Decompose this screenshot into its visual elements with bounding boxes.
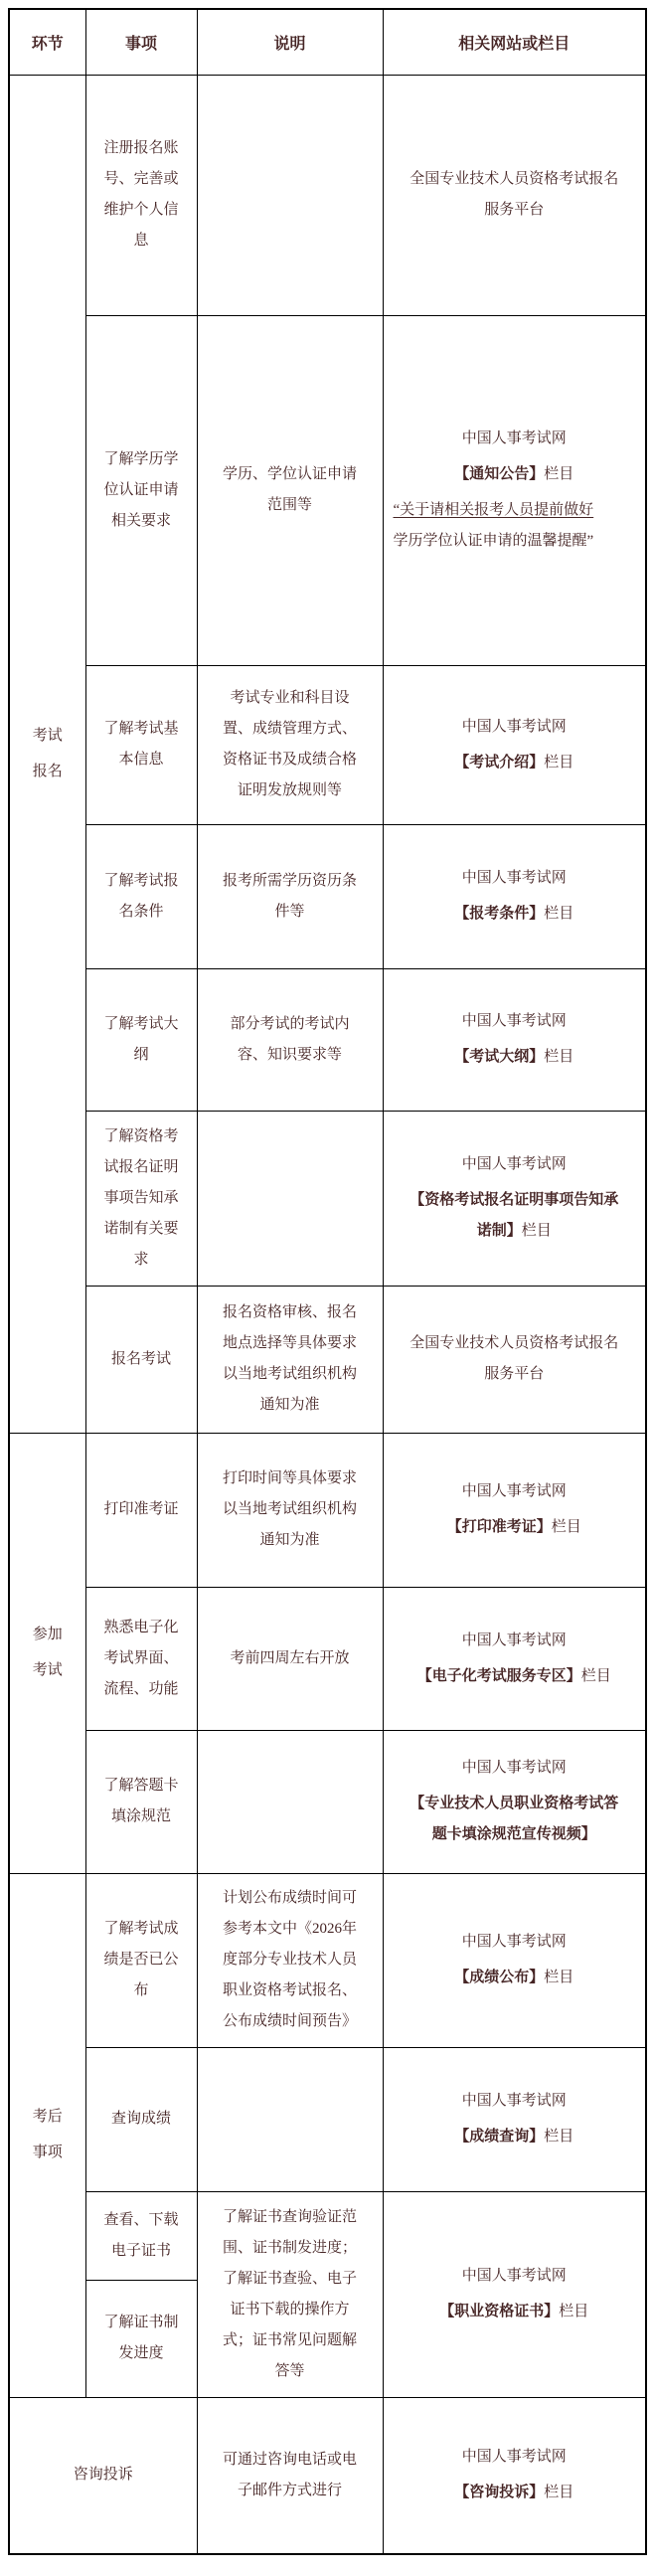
text-segment: 【资格考试报名证明事项告知承 [409, 1192, 619, 1208]
text-segment: 了解证书查询验证范 [222, 2208, 357, 2225]
desc-notification-commitment [197, 1111, 383, 1286]
item-exam-basic-info [85, 665, 197, 824]
text-segment: 中国人事考试网 [461, 718, 567, 735]
text-line [394, 1006, 636, 1037]
text-segment: 部分考试的考试内 [230, 1015, 350, 1032]
text-segment: 打印时间等具体要求 [222, 1470, 357, 1486]
item-view-download-certificate [85, 2191, 197, 2280]
desc-degree-certification [197, 315, 383, 665]
desc-exam-outline [197, 968, 383, 1111]
table-row [9, 1587, 646, 1730]
table-row [9, 1433, 646, 1587]
text-segment: 参加 [32, 1627, 63, 1642]
text-segment: 栏目 [521, 1223, 552, 1239]
text-segment: 栏目 [544, 1049, 574, 1065]
text-line [96, 1494, 187, 1525]
desc-electronic-exam [197, 1587, 383, 1730]
text-segment: 绩是否已公 [103, 1952, 179, 1968]
item-degree-certification [85, 315, 197, 665]
column-header: 环节 [9, 9, 85, 75]
text-line [20, 1620, 76, 1650]
text-segment: 置、成绩管理方式、 [222, 721, 357, 737]
text-segment: 【通知公告】 [454, 466, 545, 482]
text-line [96, 133, 187, 257]
text-segment: 【咨询投诉】 [454, 2485, 545, 2501]
text-line [96, 444, 187, 537]
site-query-score [383, 2047, 646, 2191]
text-segment: 式；证书常见问题解 [222, 2331, 357, 2348]
text-segment: 求 [133, 1251, 149, 1268]
text-line [208, 866, 373, 928]
text-line [394, 1149, 636, 1180]
site-notification-commitment [383, 1111, 646, 1286]
text-segment: 了解考试基 [103, 721, 179, 737]
item-score-published [85, 1873, 197, 2047]
text-line [208, 2202, 373, 2387]
text-line [96, 866, 187, 928]
text-segment: 通知为准 [259, 1532, 320, 1548]
text-segment: 围、证书制发进度； [222, 2239, 357, 2256]
text-segment: 打印准考证 [103, 1501, 179, 1517]
text-line [96, 2308, 187, 2369]
text-segment: 考后 [32, 2109, 63, 2125]
text-segment: 【考试介绍】 [454, 754, 545, 771]
text-segment: 中国人事考试网 [461, 1013, 567, 1029]
text-line [20, 2460, 187, 2490]
item-query-score [85, 2047, 197, 2191]
text-line [394, 1661, 636, 1692]
table-header [9, 9, 646, 75]
table-row [9, 1111, 646, 1286]
table-row [9, 1730, 646, 1873]
text-line [394, 712, 636, 743]
text-segment: 布 [133, 1982, 149, 1998]
text-segment: 证书下载的操作方 [230, 2301, 350, 2318]
text-segment: 公布成绩时间预告》 [222, 2013, 357, 2029]
text-segment: 中国人事考试网 [461, 2093, 567, 2109]
table-body [9, 75, 646, 2554]
item-notification-commitment [85, 1111, 197, 1286]
table-row [9, 824, 646, 968]
text-line [208, 1009, 373, 1071]
text-segment: 事项告知承 [103, 1189, 179, 1206]
text-line [394, 863, 636, 894]
text-segment: 报名资格审核、报名 [222, 1304, 357, 1320]
text-line [96, 2205, 187, 2267]
column-header: 说明 [197, 9, 383, 75]
text-line [394, 1185, 636, 1247]
process-table [8, 8, 647, 2555]
text-line [394, 2261, 636, 2292]
text-line [394, 2297, 636, 2327]
site-answer-sheet-rules [383, 1730, 646, 1873]
text-segment: 试报名证明 [103, 1158, 179, 1175]
text-segment: 中国人事考试网 [461, 2268, 567, 2284]
table-row [9, 315, 646, 665]
text-segment: 查询成绩 [110, 2111, 171, 2127]
site-register-account [383, 75, 646, 315]
text-segment: 【打印准考证】 [446, 1519, 552, 1535]
text-line [394, 1753, 636, 1784]
desc-query-score [197, 2047, 383, 2191]
text-line [208, 1643, 373, 1674]
text-segment: 中国人事考试网 [461, 430, 567, 446]
item-registration-conditions [85, 824, 197, 968]
table-row [9, 968, 646, 1111]
text-segment: 查看、下载 [103, 2211, 179, 2228]
text-segment: 位认证申请 [103, 481, 179, 498]
text-segment: 【成绩公布】 [454, 1970, 545, 1985]
text-line [96, 1771, 187, 1832]
column-header: 事项 [85, 9, 197, 75]
text-segment: 资格证书及成绩合格 [222, 752, 357, 768]
text-line [96, 1344, 187, 1375]
text-line [394, 424, 636, 454]
site-score-published [383, 1873, 646, 2047]
text-segment: 纲 [133, 1046, 149, 1063]
text-segment: 电子证书 [110, 2242, 171, 2259]
text-segment: 栏目 [559, 2304, 589, 2319]
text-segment: 报名 [32, 763, 63, 779]
column-header: 相关网站或栏目 [383, 9, 646, 75]
text-line [394, 2122, 636, 2152]
text-segment: 相关要求 [110, 512, 171, 529]
desc-certificate [197, 2191, 383, 2397]
text-line [394, 899, 636, 930]
text-segment: 中国人事考试网 [461, 1934, 567, 1950]
text-segment: 了解证书查验、电子 [222, 2270, 357, 2287]
link-text[interactable]: 学历学位认证申请的温馨提醒” [393, 533, 594, 549]
stage-post-exam [9, 1873, 85, 2397]
text-segment: 栏目 [544, 1970, 574, 1985]
desc-answer-sheet-rules [197, 1730, 383, 1873]
text-segment: 全国专业技术人员资格考试报名 [409, 1335, 619, 1351]
text-segment: 诺制有关要 [103, 1220, 179, 1237]
text-line [96, 714, 187, 775]
site-exam-outline [383, 968, 646, 1111]
desc-registration-conditions [197, 824, 383, 968]
text-line [96, 1914, 187, 2006]
text-segment: 【考试大纲】 [454, 1049, 545, 1065]
text-segment: 度部分专业技术人员 [222, 1952, 357, 1968]
text-line [394, 2478, 636, 2508]
text-segment: 考试专业和科目设 [230, 690, 350, 706]
text-segment: 学历、学位认证申请 [222, 466, 357, 482]
text-segment: 中国人事考试网 [461, 1483, 567, 1499]
table-row [9, 75, 646, 315]
text-line [208, 2445, 373, 2506]
desc-exam-basic-info [197, 665, 383, 824]
site-degree-certification [383, 315, 646, 665]
text-segment: 可通过咨询电话或电 [222, 2451, 357, 2468]
text-segment: 了解考试大 [103, 1015, 179, 1032]
text-segment: 件等 [274, 903, 305, 920]
text-line [208, 683, 373, 806]
text-segment: 全国专业技术人员资格考试报名 [409, 171, 619, 187]
text-line [96, 1613, 187, 1705]
text-line [20, 2102, 76, 2133]
text-segment: 栏目 [544, 466, 574, 482]
text-segment: 参考本文中《2026年 [222, 1921, 357, 1937]
text-line [394, 164, 636, 226]
stage-exam-registration [9, 75, 85, 1433]
table-row [9, 665, 646, 824]
text-segment: 【报考条件】 [454, 906, 545, 922]
text-segment: 通知为准 [259, 1397, 320, 1413]
site-certificate [383, 2191, 646, 2397]
text-segment: 报名考试 [110, 1350, 171, 1367]
site-exam-basic-info [383, 665, 646, 824]
text-line [20, 1655, 76, 1686]
text-line [394, 1476, 636, 1507]
text-segment: 【电子化考试服务专区】 [416, 1667, 581, 1684]
item-electronic-exam [85, 1587, 197, 1730]
text-segment: 范围等 [266, 497, 312, 513]
text-segment: 号、完善或 [103, 171, 179, 187]
site-registration-conditions [383, 824, 646, 968]
text-line [394, 2086, 636, 2117]
stage-take-exam [9, 1433, 85, 1873]
text-segment: 了解资格考 [103, 1127, 179, 1144]
text-segment: 答等 [274, 2362, 305, 2379]
text-segment: 证明发放规则等 [237, 782, 342, 798]
text-segment: 以当地考试组织机构 [222, 1501, 357, 1517]
site-electronic-exam [383, 1587, 646, 1730]
text-line [208, 1463, 373, 1556]
text-segment: 了解证书制 [103, 2315, 179, 2330]
text-segment: 子邮件方式进行 [237, 2482, 342, 2498]
text-segment: 职业资格考试报名、 [222, 1982, 357, 1998]
site-exam-signup [383, 1286, 646, 1433]
text-segment: 考试 [32, 1662, 63, 1678]
text-line [394, 1963, 636, 1993]
text-segment: 了解学历学 [103, 450, 179, 467]
item-answer-sheet-rules [85, 1730, 197, 1873]
text-segment: 报考所需学历资历条 [222, 872, 357, 889]
site-print-admission-ticket [383, 1433, 646, 1587]
text-segment: 注册报名账 [103, 140, 179, 156]
text-segment: 栏目 [544, 754, 574, 771]
site-consult-complaint [383, 2397, 646, 2554]
table-row [9, 1286, 646, 1433]
text-segment: 栏目 [544, 2129, 574, 2145]
desc-score-published [197, 1873, 383, 2047]
text-segment: 考前四周左右开放 [230, 1649, 350, 1666]
notice-link[interactable] [394, 495, 636, 557]
text-segment: 栏目 [544, 906, 574, 922]
text-line [394, 1927, 636, 1958]
text-line [20, 757, 76, 787]
text-segment: 诺制】 [476, 1223, 522, 1239]
text-line [394, 748, 636, 778]
text-segment: 填涂规范 [110, 1808, 171, 1824]
item-register-account [85, 75, 197, 315]
text-segment: 考试界面、 [103, 1649, 179, 1666]
text-line [394, 1512, 636, 1543]
stage-consult-complaint [9, 2397, 197, 2554]
text-segment: 计划公布成绩时间可 [222, 1890, 357, 1906]
text-segment: 维护个人信 [103, 202, 179, 218]
text-segment: 中国人事考试网 [461, 2449, 567, 2466]
text-line [394, 1042, 636, 1073]
item-print-admission-ticket [85, 1433, 197, 1587]
desc-register-account [197, 75, 383, 315]
text-segment: 服务平台 [484, 1366, 545, 1382]
text-line [394, 459, 636, 490]
text-line [20, 2138, 76, 2168]
text-segment: 地点选择等具体要求 [222, 1335, 357, 1351]
text-segment: 以当地考试组织机构 [222, 1366, 357, 1382]
text-line [394, 1789, 636, 1850]
text-segment: 考试 [32, 727, 63, 744]
text-segment: 【职业资格证书】 [439, 2304, 560, 2319]
text-line [394, 2442, 636, 2473]
text-segment: 题卡填涂规范宣传视频】 [431, 1826, 596, 1842]
text-segment: 了解考试成 [103, 1921, 179, 1937]
item-exam-signup [85, 1286, 197, 1433]
text-line [96, 2104, 187, 2135]
table-row [9, 2191, 646, 2280]
text-segment: 【成绩查询】 [454, 2129, 545, 2145]
text-segment: 栏目 [580, 1667, 611, 1684]
desc-exam-signup [197, 1286, 383, 1433]
text-line [208, 459, 373, 521]
text-segment: 咨询投诉 [73, 2467, 133, 2484]
item-certificate-progress [85, 2280, 197, 2397]
text-segment: 栏目 [544, 2485, 574, 2501]
text-segment: 【专业技术人员职业资格考试答 [409, 1796, 619, 1811]
table-row [9, 1873, 646, 2047]
text-segment: 名条件 [118, 903, 164, 920]
text-segment: 中国人事考试网 [461, 870, 567, 886]
text-segment: 了解考试报 [103, 872, 179, 889]
text-segment: 容、知识要求等 [237, 1046, 342, 1063]
text-segment: 发进度 [118, 2345, 164, 2361]
desc-consult-complaint [197, 2397, 383, 2554]
text-line [96, 1121, 187, 1276]
text-line [208, 1883, 373, 2037]
text-segment: 事项 [32, 2145, 63, 2160]
text-segment: 本信息 [118, 752, 164, 768]
text-segment: 息 [133, 233, 149, 249]
text-segment: 熟悉电子化 [103, 1619, 179, 1635]
text-line [208, 1297, 373, 1421]
text-line [394, 1626, 636, 1656]
text-segment: 栏目 [551, 1519, 581, 1535]
text-line [20, 721, 76, 752]
table-row [9, 2047, 646, 2191]
table-row [9, 2397, 646, 2554]
desc-print-admission-ticket [197, 1433, 383, 1587]
text-segment: 服务平台 [484, 202, 545, 218]
text-line [96, 1009, 187, 1071]
text-segment: 中国人事考试网 [461, 1156, 567, 1172]
text-segment: 流程、功能 [103, 1680, 179, 1697]
text-segment: 了解答题卡 [103, 1778, 179, 1794]
text-line [394, 1328, 636, 1390]
link-text[interactable]: “关于请相关报考人员提前做好 [393, 502, 594, 518]
text-segment: 中国人事考试网 [461, 1631, 567, 1648]
item-exam-outline [85, 968, 197, 1111]
text-segment: 中国人事考试网 [461, 1760, 567, 1776]
